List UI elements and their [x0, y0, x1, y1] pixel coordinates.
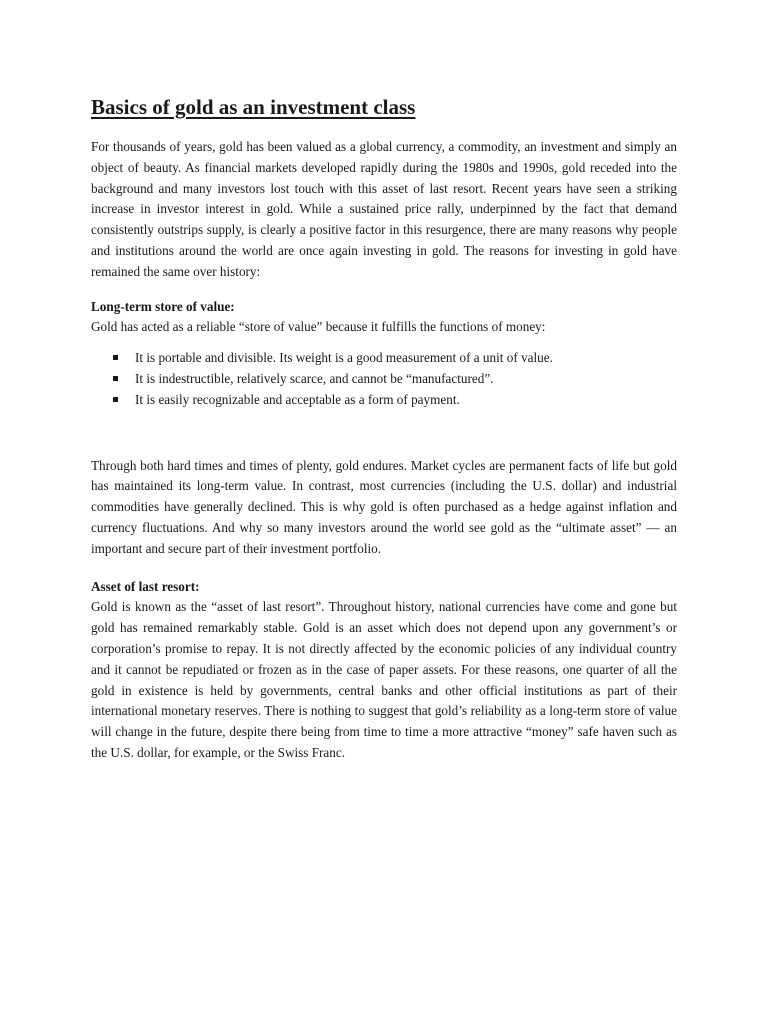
bullet-text: It is portable and divisible. Its weight is a good measurement of a unit of value. [135, 350, 553, 366]
bullet-item [113, 390, 677, 411]
last-resort-paragraph: Gold is known as the “asset of last resort”. Throughout history, national currencies have come and gone but gold has remained remarkably stable. Gold is an asset which does not depend upon any government’s or corporation’s promise to repay. It is not directly affected by the economic policies of any individual country and it cannot be repudiated or frozen as in the case of paper assets. For these reasons, one quarter of all the gold in existence is held by governments, central banks and other official institutions as part of their international monetary reserves. There is nothing to suggest that gold’s reliability as a long-term store of value will change in the future, despite there being from time to time a more attractive “money” safe haven such as the U.S. dollar, for example, or the Swiss Franc. [91, 599, 677, 760]
section-heading-store-of-value: Long-term store of value: [91, 298, 235, 314]
hard-times-paragraph: Through both hard times and times of plenty, gold endures. Market cycles are permanent facts of life but gold has maintained its long-term value. In contrast, most currencies (including the U.S. dollar) and industrial commodities have generally declined. This is why gold is often purchased as a hedge against inflation and currency fluctuations. And why so many investors around the world see gold as the “ultimate asset” — an important and secure part of their investment portfolio. [91, 457, 677, 556]
spacer [91, 411, 677, 456]
bullet-text: It is indestructible, relatively scarce, and cannot be “manufactured”. [135, 370, 494, 386]
store-of-value-bullet-list [91, 348, 677, 410]
bullet-item [113, 348, 677, 369]
intro-paragraph: For thousands of years, gold has been valued as a global currency, a commodity, an investment and simply an object of beauty. As financial markets developed rapidly during the 1980s and 1990s, gold receded into the background and many investors lost touch with this asset of last resort. Recent years have seen a striking increase in investor interest in gold. While a sustained price rally, underpinned by the fact that demand consistently outstrips supply, is clearly a positive factor in this resurgence, there are many reasons why people and institutions around the world are once again investing in gold. The reasons for investing in gold have remained the same over history: [91, 139, 677, 279]
store-of-value-paragraph: Gold has acted as a reliable “store of value” because it fulfills the functions of money: [91, 319, 546, 335]
square-bullet-icon [113, 376, 118, 381]
bullet-item [113, 369, 677, 390]
section-heading-last-resort: Asset of last resort: [91, 578, 200, 594]
document-title: Basics of gold as an investment class [91, 95, 416, 119]
square-bullet-icon [113, 355, 118, 360]
square-bullet-icon [113, 397, 118, 402]
document-body [91, 94, 677, 764]
bullet-text: It is easily recognizable and acceptable as a form of payment. [135, 391, 460, 407]
